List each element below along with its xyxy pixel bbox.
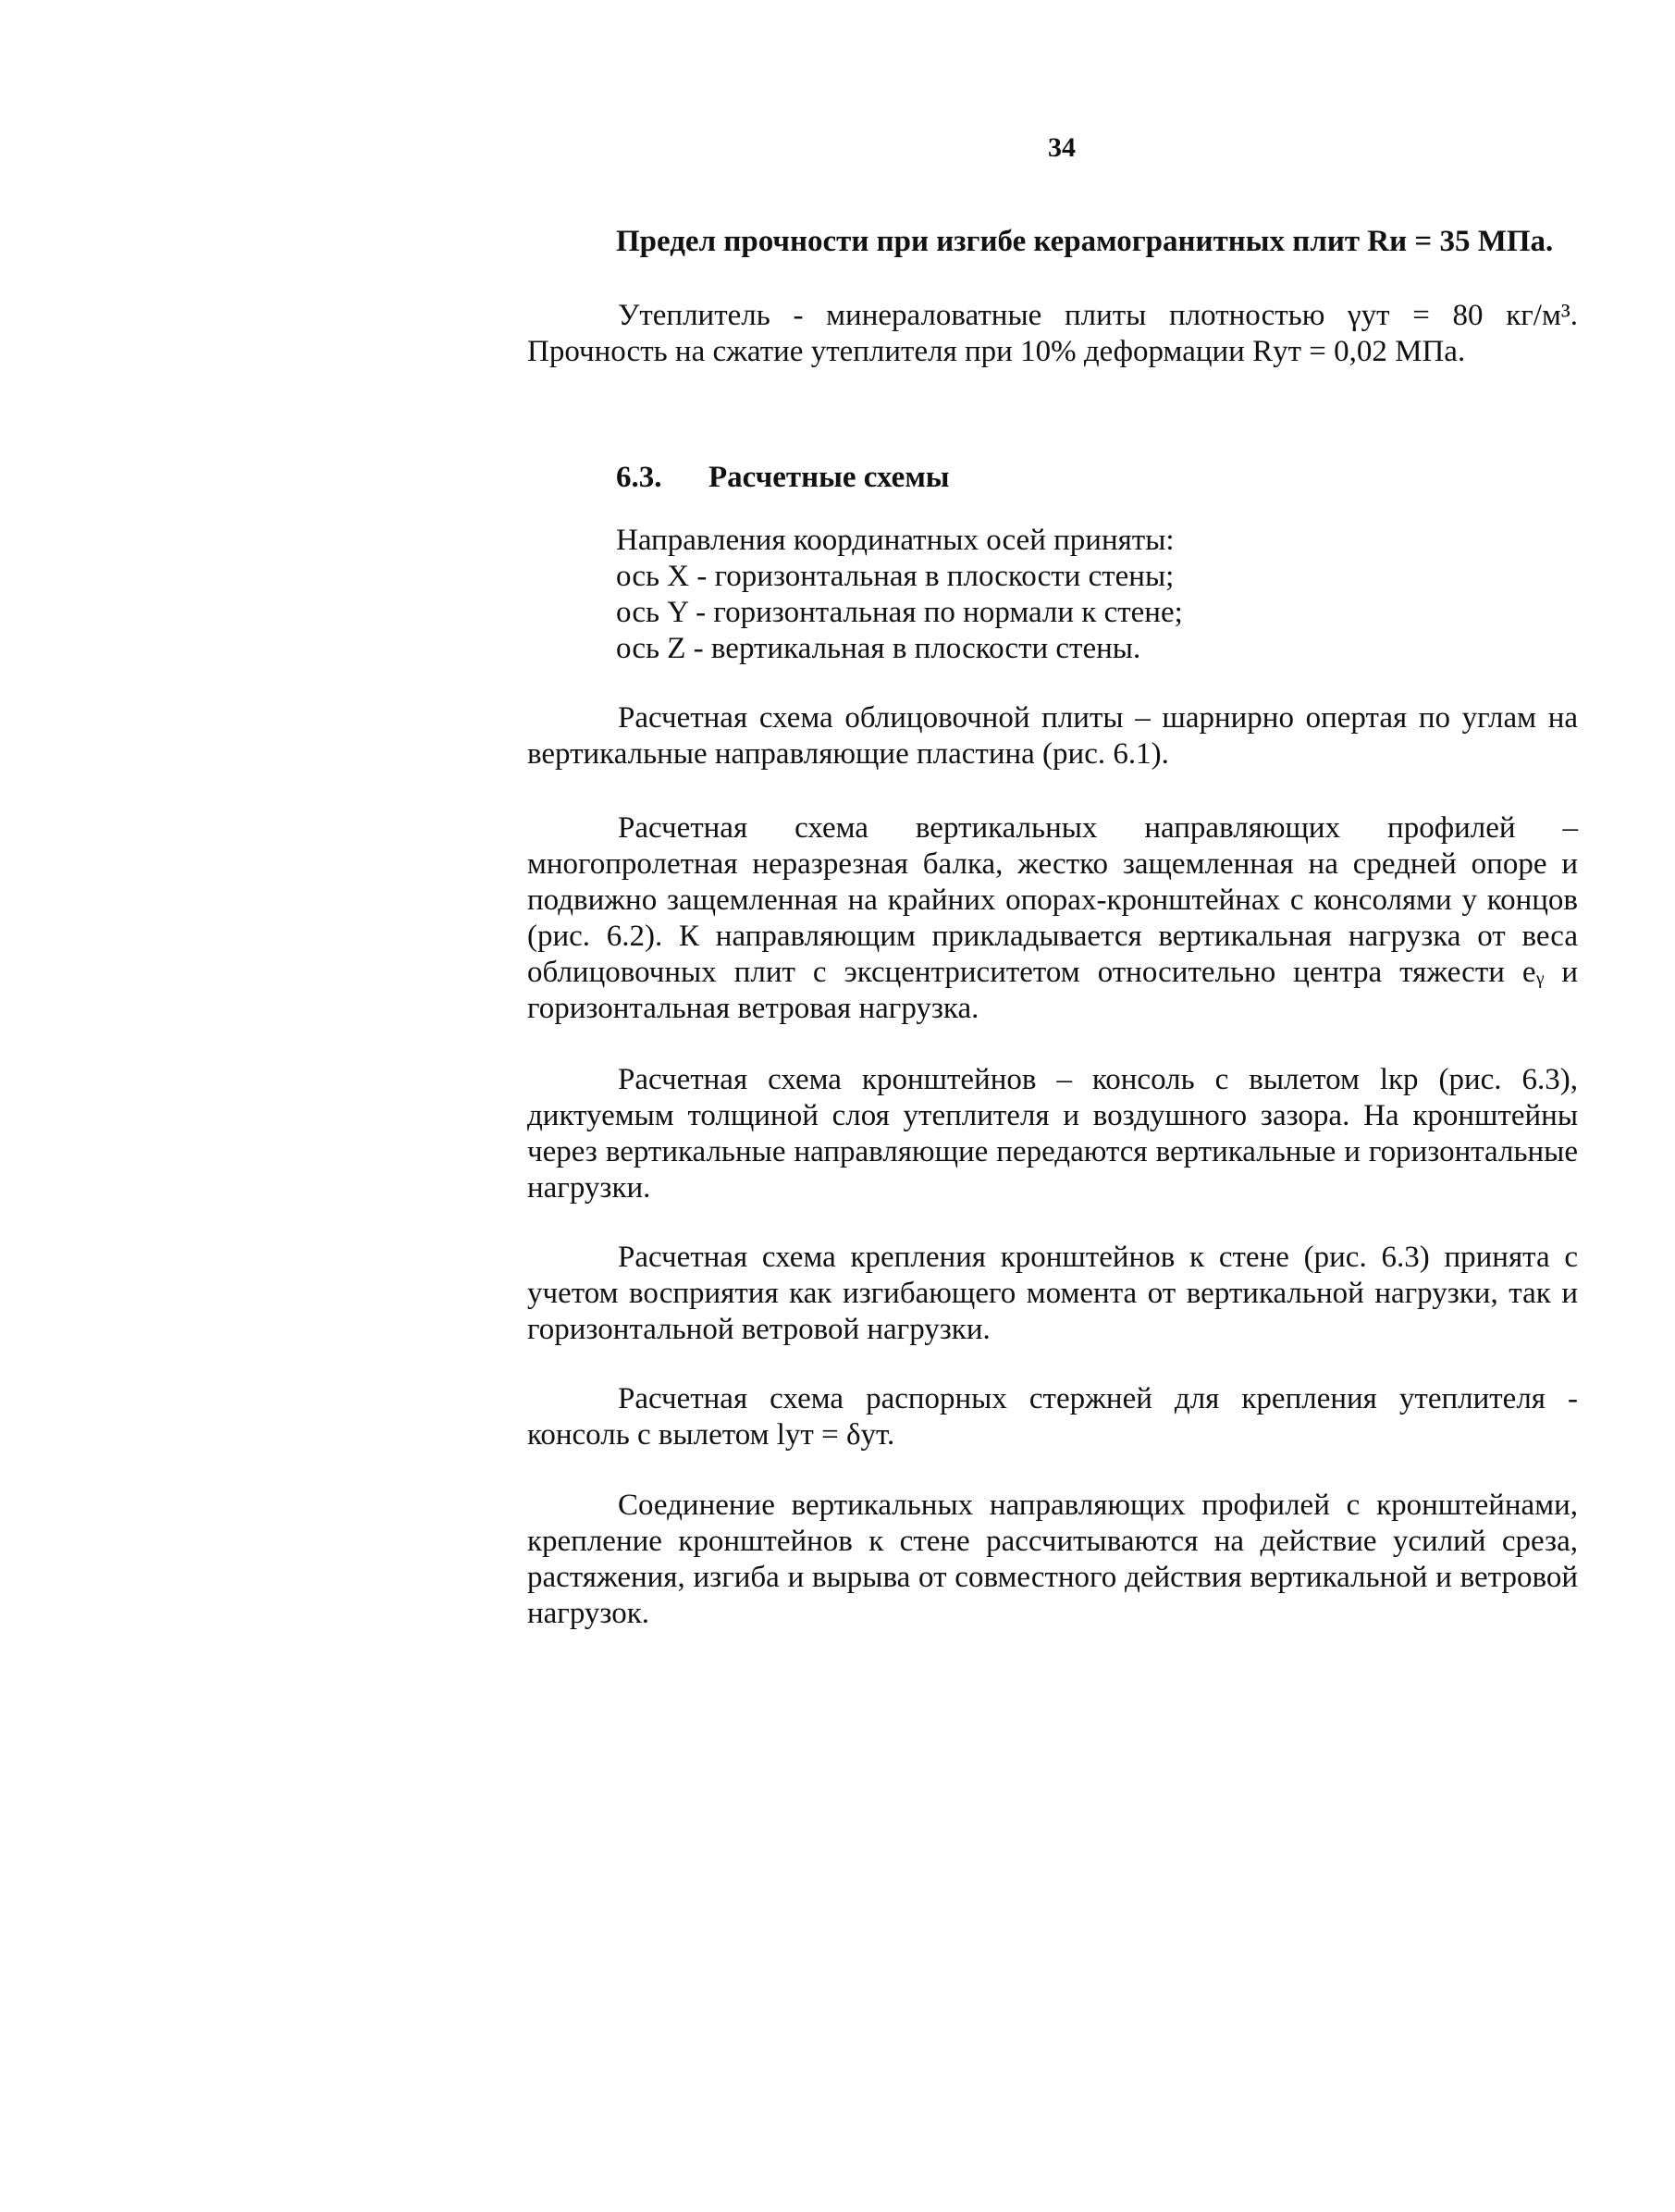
paragraph-2-block bbox=[527, 810, 1578, 1027]
insulation-block bbox=[527, 298, 1578, 370]
section-heading bbox=[616, 461, 950, 495]
axes-list bbox=[616, 523, 1183, 667]
paragraph-profile-scheme: Расчетная схема вертикальных направляющих профилей – многопролетная неразрезная балка, жестко защемленная на средней опоре и подвижно защемленная на крайних опорах-кронштейнах с консолями у концов (рис. 6.2). К направляющим прикладывается вертикальная нагрузка от веса облицовочных плит с эксцентриситетом относительно центра тяжести eᵧ и горизонтальная ветровая нагрузка. bbox=[527, 811, 1578, 1025]
paragraph-bracket-fixing-scheme: Расчетная схема крепления кронштейнов к стене (рис. 6.3) принята с учетом восприятия как изгибающего момента от вертикальной нагрузки, так и горизонтальной ветровой нагрузки. bbox=[527, 1241, 1578, 1346]
paragraph-plate-scheme: Расчетная схема облицовочной плиты – шарнирно опертая по углам на вертикальные направляющие пластина (рис. 6.1). bbox=[527, 701, 1578, 771]
axis-x: ось X - горизонтальная в плоскости стены; bbox=[616, 560, 1175, 593]
strength-line: Предел прочности при изгибе керамогранитных плит Rи = 35 МПа. bbox=[616, 225, 1554, 258]
strength-line-block bbox=[616, 224, 1578, 260]
paragraph-3-block bbox=[527, 1062, 1578, 1206]
axes-intro: Направления координатных осей приняты: bbox=[616, 524, 1175, 557]
axis-y: ось Y - горизонтальная по нормали к стене; bbox=[616, 596, 1183, 629]
paragraph-6-block bbox=[527, 1488, 1578, 1632]
insulation-paragraph: Утеплитель - минераловатные плиты плотностью γут = 80 кг/м³. Прочность на сжатие утеплителя при 10% деформации Rут = 0,02 МПа. bbox=[527, 299, 1578, 368]
page-number: 34 bbox=[1048, 132, 1076, 163]
paragraph-spacer-rods-scheme: Расчетная схема распорных стержней для крепления утеплителя - консоль с вылетом lут = δут. bbox=[527, 1382, 1578, 1452]
paragraph-bracket-scheme: Расчетная схема кронштейнов – консоль с вылетом lкр (рис. 6.3), диктуемым толщиной слоя утеплителя и воздушного зазора. На кронштейны через вертикальные направляющие передаются вертикальные и горизонтальные нагрузки. bbox=[527, 1063, 1578, 1205]
paragraph-5-block bbox=[527, 1381, 1578, 1453]
section-title: Расчетные схемы bbox=[708, 461, 950, 494]
axis-z: ось Z - вертикальная в плоскости стены. bbox=[616, 632, 1141, 665]
paragraph-1-block bbox=[527, 700, 1578, 772]
paragraph-connection-scheme: Соединение вертикальных направляющих профилей с кронштейнами, крепление кронштейнов к стене рассчитываются на действие усилий среза, растяжения, изгиба и вырыва от совместного действия вертикальной и ветровой нагрузок. bbox=[527, 1489, 1578, 1630]
section-number: 6.3. bbox=[616, 461, 662, 494]
paragraph-4-block bbox=[527, 1240, 1578, 1348]
